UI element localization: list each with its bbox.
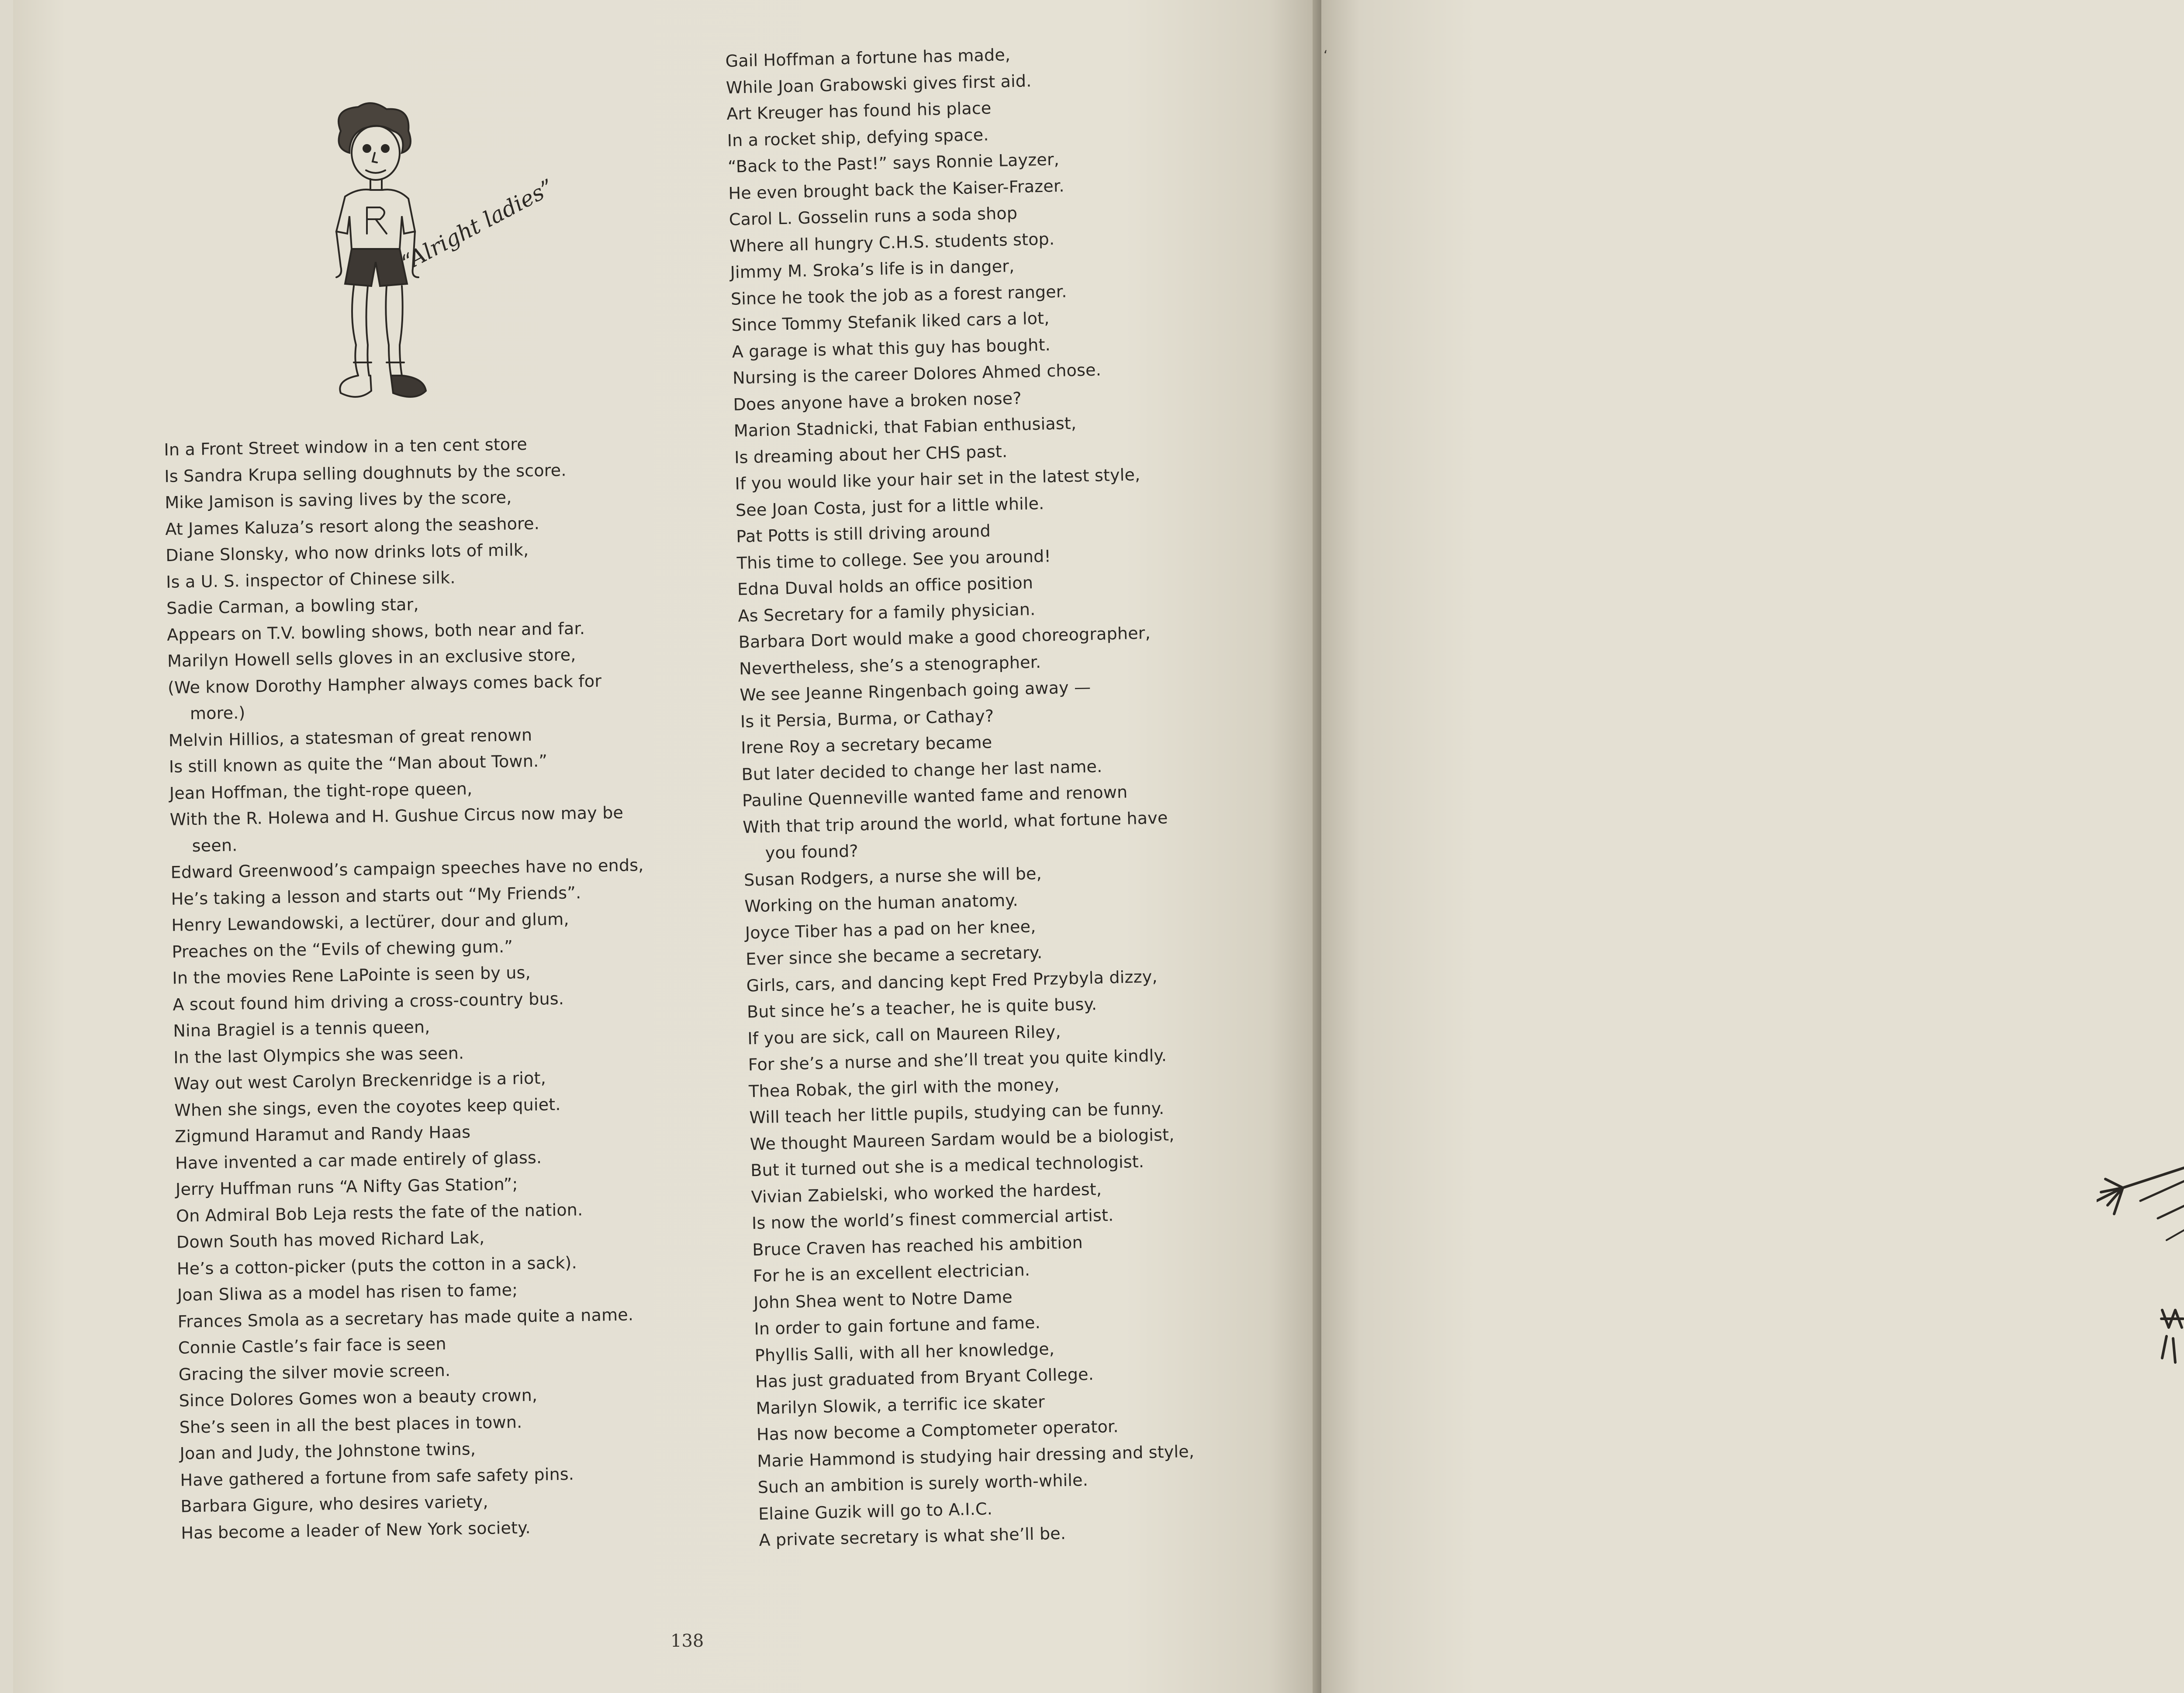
poem-line: If you would like your hair set in the latest style, <box>735 465 1140 493</box>
poem-column-left-1 <box>164 428 701 1546</box>
poem-line: Elaine Guzik will go to A.I.C. <box>758 1499 993 1524</box>
poem-line: He’s a cotton-picker (puts the cotton in a sack). <box>176 1252 577 1279</box>
poem-line: Does anyone have a broken nose? <box>733 388 1022 414</box>
stray-mark: ‘ <box>1324 48 1328 63</box>
poem-line: (We know Dorothy Hampher always comes back for <box>167 671 602 697</box>
witch-on-broom-drawing <box>2097 1013 2184 1371</box>
poem-line: Barbara Dort would make a good choreographer, <box>738 623 1151 652</box>
poem-line: Since he took the job as a forest ranger. <box>730 281 1067 309</box>
poem-line: Will teach her little pupils, studying can be funny. <box>749 1098 1165 1128</box>
poem-line: A garage is what this guy has bought. <box>732 334 1051 362</box>
poem-line: Diane Slonsky, who now drinks lots of milk, <box>165 540 529 565</box>
right-page <box>1321 0 2184 1693</box>
drawing-caption: “Alright ladies” <box>397 174 558 276</box>
poem-line: Has become a leader of New York society. <box>181 1517 531 1543</box>
left-page <box>13 0 1321 1693</box>
poem-line: Nina Bragiel is a tennis queen, <box>173 1017 430 1041</box>
poem-line: Melvin Hillios, a statesman of great renown <box>168 725 532 750</box>
poem-line: Susan Rodgers, a nurse she will be, <box>743 863 1042 890</box>
poem-line: He even brought back the Kaiser-Frazer. <box>728 176 1065 203</box>
poem-line: For she’s a nurse and she’ll treat you quite kindly. <box>748 1045 1167 1075</box>
poem-line: As Secretary for a family physician. <box>738 599 1036 626</box>
poem-line: He’s taking a lesson and starts out “My Friends”. <box>171 883 581 909</box>
poem-line: Zigmund Haramut and Randy Haas <box>174 1122 471 1146</box>
poem-line: Is dreaming about her CHS past. <box>734 441 1008 467</box>
poem-line: Marion Stadnicki, that Fabian enthusiast, <box>733 413 1077 441</box>
poem-line: Way out west Carolyn Breckenridge is a riot, <box>173 1068 546 1093</box>
poem-line: Preaches on the “Evils of chewing gum.” <box>172 937 513 962</box>
poem-line: Edna Duval holds an office position <box>737 573 1033 599</box>
poem-line: “Back to the Past!” says Ronnie Layzer, <box>727 149 1060 176</box>
poem-line: Barbara Gigure, who desires variety, <box>180 1492 489 1516</box>
poem-line: This time to college. See you around! <box>736 546 1051 573</box>
poem-line: Has just graduated from Bryant College. <box>755 1364 1094 1392</box>
poem-line: Joan Sliwa as a model has risen to fame; <box>177 1280 518 1305</box>
poem-line: Gail Hoffman a fortune has made, <box>725 45 1011 71</box>
poem-line: But since he’s a teacher, he is quite busy. <box>746 994 1097 1022</box>
poem-line: In the movies Rene LaPointe is seen by us, <box>172 962 531 988</box>
poem-line: Have invented a car made entirely of glass. <box>175 1148 542 1173</box>
poem-line: Nevertheless, she’s a stenographer. <box>739 652 1041 679</box>
poem-line: Have gathered a fortune from safe safety pins. <box>180 1464 574 1490</box>
poem-line: you found? <box>765 841 859 863</box>
page-number-left: 138 <box>670 1631 704 1651</box>
poem-line: We thought Maureen Sardam would be a biologist, <box>750 1124 1175 1154</box>
poem-line: Frances Smola as a secretary has made quite a name. <box>177 1304 634 1331</box>
poem-line: But later decided to change her last name. <box>741 756 1102 784</box>
poem-line: A private secretary is what she’ll be. <box>759 1524 1066 1550</box>
poem-line: Gracing the silver movie screen. <box>178 1360 451 1384</box>
poem-line: Henry Lewandowski, a lectürer, dour and glum, <box>171 909 570 935</box>
poem-line: In a Front Street window in a ten cent store <box>164 434 528 459</box>
poem-line: In order to gain fortune and fame. <box>754 1313 1041 1339</box>
poem-line: Is still known as quite the “Man about Town.” <box>169 751 548 776</box>
poem-line: Pat Potts is still driving around <box>736 521 991 546</box>
poem-line: With the R. Holewa and H. Gushue Circus now may be <box>169 803 624 829</box>
poem-column-left-2 <box>725 36 1270 1553</box>
poem-line: Where all hungry C.H.S. students stop. <box>729 229 1055 256</box>
poem-line: While Joan Grabowski gives first aid. <box>726 71 1032 97</box>
poem-line: Jerry Huffman runs “A Nifty Gas Station”; <box>175 1174 518 1199</box>
poem-line: Down South has moved Richard Lak, <box>176 1228 485 1252</box>
poem-line: In a rocket ship, defying space. <box>727 124 989 150</box>
poem-line: But it turned out she is a medical technologist. <box>750 1152 1144 1180</box>
poem-line: Pauline Quenneville wanted fame and renown <box>742 782 1128 810</box>
poem-line: John Shea went to Notre Dame <box>753 1287 1013 1312</box>
poem-line: Jimmy M. Sroka’s life is in danger, <box>730 256 1015 282</box>
poem-line: In the last Olympics she was seen. <box>173 1043 464 1067</box>
poem-line: A scout found him driving a cross-country bus. <box>173 989 564 1014</box>
poem-line: Vivian Zabielski, who worked the hardest, <box>751 1179 1102 1207</box>
poem-line: Irene Roy a secretary became <box>740 732 992 758</box>
poem-line: We see Jeanne Ringenbach going away — <box>740 677 1091 705</box>
poem-line: Art Kreuger has found his place <box>726 98 992 124</box>
poem-line: Jean Hoffman, the tight-rope queen, <box>169 779 473 803</box>
poem-line: Connie Castle’s fair face is seen <box>178 1334 447 1358</box>
poem-line: Thea Robak, the girl with the money, <box>748 1074 1060 1101</box>
poem-line: Is a U. S. inspector of Chinese silk. <box>166 568 456 592</box>
poem-line: seen. <box>192 835 238 855</box>
poem-line: Joan and Judy, the Johnstone twins, <box>180 1439 476 1463</box>
poem-line: Is now the world’s finest commercial artist. <box>751 1205 1114 1233</box>
poem-line: When she sings, even the coyotes keep quiet. <box>174 1094 561 1120</box>
poem-line: For he is an excellent electrician. <box>753 1260 1030 1286</box>
poem-line: Phyllis Salli, with all her knowledge, <box>754 1339 1055 1365</box>
poem-line: At James Kaluza’s resort along the seashore. <box>165 514 540 539</box>
poem-line: Edward Greenwood’s campaign speeches have no ends, <box>170 855 644 882</box>
poem-line: On Admiral Bob Leja rests the fate of the nation. <box>176 1200 583 1226</box>
poem-line: Carol L. Gosselin runs a soda shop <box>729 203 1018 229</box>
poem-line: Working on the human anatomy. <box>744 890 1019 916</box>
poem-line: With that trip around the world, what fortune have <box>742 807 1168 837</box>
poem-line: Marilyn Slowik, a terrific ice skater <box>756 1392 1045 1418</box>
poem-line: Such an ambition is surely worth-while. <box>757 1470 1089 1497</box>
poem-line: Appears on T.V. bowling shows, both near and far. <box>166 618 585 645</box>
poem-line: Marilyn Howell sells gloves in an exclusive store, <box>167 645 576 671</box>
poem-line: Bruce Craven has reached his ambition <box>752 1232 1083 1259</box>
poem-line: Since Tommy Stefanik liked cars a lot, <box>731 308 1050 335</box>
poem-line: If you are sick, call on Maureen Riley, <box>747 1021 1061 1048</box>
poem-line: Has now become a Comptometer operator. <box>756 1417 1119 1445</box>
poem-line: Girls, cars, and dancing kept Fred Przybyla dizzy, <box>746 966 1158 995</box>
poem-line: Sadie Carman, a bowling star, <box>166 594 419 618</box>
poem-line: Mike Jamison is saving lives by the score, <box>165 487 512 512</box>
poem-line: See Joan Costa, just for a little while. <box>735 493 1044 520</box>
poem-line: Is Sandra Krupa selling doughnuts by the score. <box>164 460 567 486</box>
poem-line: Ever since she became a secretary. <box>745 943 1043 969</box>
poem-line: more.) <box>190 703 245 724</box>
poem-line: Since Dolores Gomes won a beauty crown, <box>179 1385 538 1410</box>
poem-line: Is it Persia, Burma, or Cathay? <box>740 706 994 731</box>
poem-line: Joyce Tiber has a pad on her knee, <box>745 916 1036 942</box>
poem-line: Nursing is the career Dolores Ahmed chose. <box>732 360 1102 388</box>
poem-line: Marie Hammond is studying hair dressing and style, <box>757 1441 1195 1471</box>
poem-line: She’s seen in all the best places in town. <box>179 1412 522 1437</box>
